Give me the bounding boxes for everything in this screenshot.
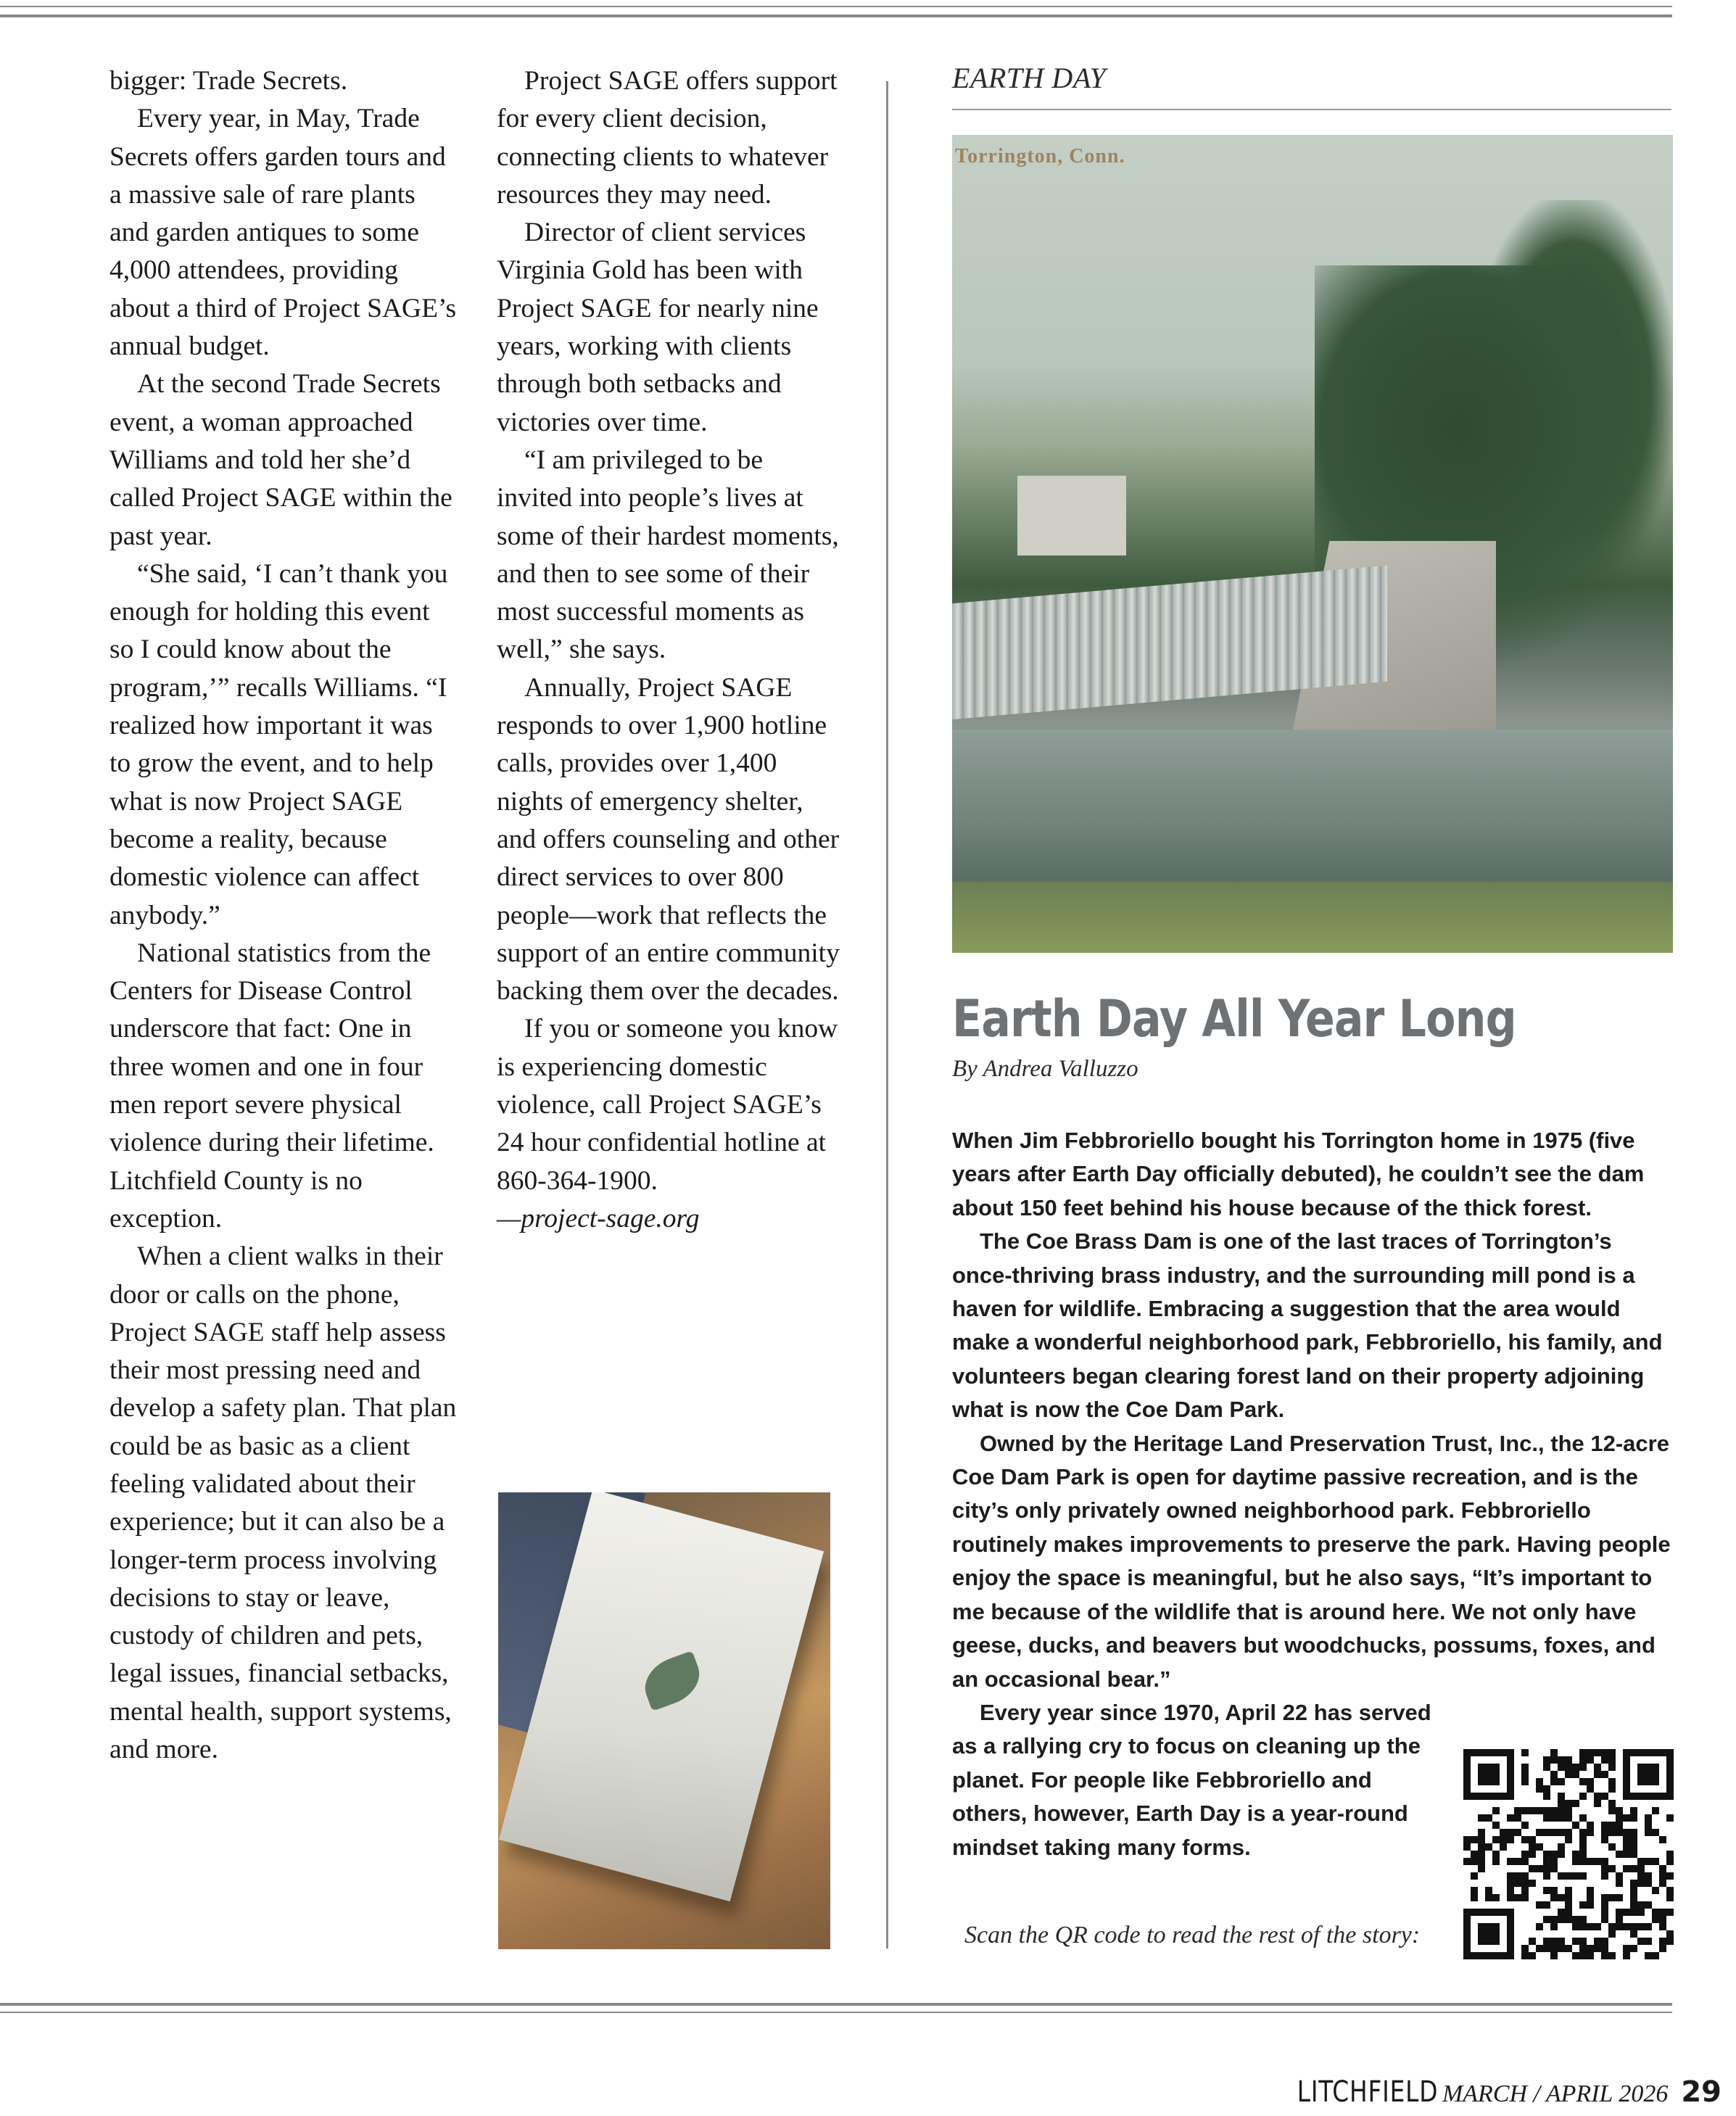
paragraph: “I am privileged to be invited into people’s lives at some of their hardest moments, and then to see some of their most successful moments as well,” she says. — [497, 445, 839, 665]
paragraph: bigger: Trade Secrets. — [109, 66, 348, 96]
qr-code[interactable] — [1463, 1749, 1674, 1959]
paragraph: When a client walks in their door or calls on the phone, Project SAGE staff help assess their most pressing need and develop a safety plan. That plan could be as basic as a client feeling validated about their experience; but it can also be a longer-term process involving decisions to stay or leave, custody of children and pets, legal issues, financial setbacks, mental health, support systems, and more. — [109, 1241, 457, 1765]
section-kicker: EARTH DAY — [952, 62, 1107, 94]
river-bank — [952, 882, 1673, 953]
magazine-name: LITCHFIELD — [1297, 2075, 1438, 2109]
issue-date: MARCH / APRIL 2026 — [1442, 2080, 1669, 2107]
paragraph: Director of client services Virginia Gold has been with Project SAGE for nearly nine years, working with clients through both setbacks and victories over time. — [497, 218, 819, 437]
left-column — [109, 62, 458, 1769]
paragraph: Project SAGE offers support for every client decision, connecting clients to whatever resources they may need. — [497, 66, 838, 210]
postcard-caption: Torrington, Conn. — [955, 145, 1125, 168]
trade-secrets-book-photo — [498, 1492, 830, 1949]
source-credit: —project-sage.org — [497, 1203, 700, 1233]
paragraph: Annually, Project SAGE responds to over 1,900 hotline calls, provides over 1,400 nights of emergency shelter, and offers counseling and other direct services to over 800 people—work that reflects the support of an entire community backing them over the decades. — [497, 672, 840, 1007]
paragraph: National statistics from the Centers for Disease Control underscore that fact: One in three women and one in four men report severe physical violence during their lifetime. Litchfield County is no exception. — [109, 938, 434, 1233]
paragraph: At the second Trade Secrets event, a woman approached Williams and told her she’d called Project SAGE within the past year. — [109, 369, 452, 551]
top-rule-2 — [0, 15, 1672, 17]
qr-code-icon — [1463, 1749, 1674, 1959]
column-divider — [886, 81, 888, 1948]
top-rule-1 — [0, 6, 1672, 7]
kicker-rule — [952, 109, 1671, 110]
mill-pond — [952, 730, 1673, 896]
paragraph: “She said, ‘I can’t thank you enough for holding this event so I could know about the program,’” recalls Williams. “I realized how important it was to grow the event, and to help what is now Project SAGE become a reality, because domestic violence can affect anybody.” — [109, 558, 448, 930]
article-headline: Earth Day All Year Long — [952, 989, 1516, 1049]
bottom-rule-1 — [0, 2003, 1672, 2006]
paragraph: When Jim Febbroriello bought his Torrington home in 1975 (five years after Earth Day officially debuted), he couldn’t see the dam about 150 feet behind his house because of the thick forest. — [952, 1128, 1645, 1220]
paragraph: If you or someone you know is experiencing domestic violence, call Project SAGE’s 24 hour confidential hotline at 860-364-1900. — [497, 1014, 838, 1196]
mill-house — [1017, 476, 1126, 555]
page-number: 29 — [1681, 2075, 1721, 2109]
coe-dam-postcard-photo — [952, 135, 1673, 953]
bottom-rule-2 — [0, 2012, 1672, 2013]
page-footer — [1266, 2075, 1721, 2109]
middle-column — [497, 62, 845, 1238]
paragraph: Owned by the Heritage Land Preservation Trust, Inc., the 12-acre Coe Dam Park is open for daytime passive recreation, and is the city’s only privately owned neighborhood park. Febbroriello routinely makes improvements to preserve the park. Having people enjoy the space is meaningful, but he also says, “It’s important to me because of the wildlife that is around here. We not only have geese, ducks, and beavers but woodchucks, possums, foxes, and an occasional bear.” — [952, 1430, 1671, 1692]
qr-call-to-action: Scan the QR code to read the rest of the story: — [964, 1922, 1421, 1948]
paragraph: Every year, in May, Trade Secrets offers garden tours and a massive sale of rare plants and garden antiques to some 4,000 attendees, providing about a third of Project SAGE’s annual budget. — [109, 104, 457, 362]
paragraph: The Coe Brass Dam is one of the last traces of Torrington’s once-thriving brass industry, and the surrounding mill pond is a haven for wildlife. Embracing a suggestion that the area would make a wonderful neighborhood park, Febbroriello, his family, and volunteers began clearing forest land on their property adjoining what is now the Coe Dam Park. — [952, 1228, 1663, 1423]
byline: By Andrea Valluzzo — [952, 1056, 1138, 1082]
paragraph: Every year since 1970, April 22 has served as a rallying cry to focus on cleaning up the planet. For people like Febbroriello and others, however, Earth Day is a year-round mindset taking many forms. — [952, 1699, 1431, 1860]
